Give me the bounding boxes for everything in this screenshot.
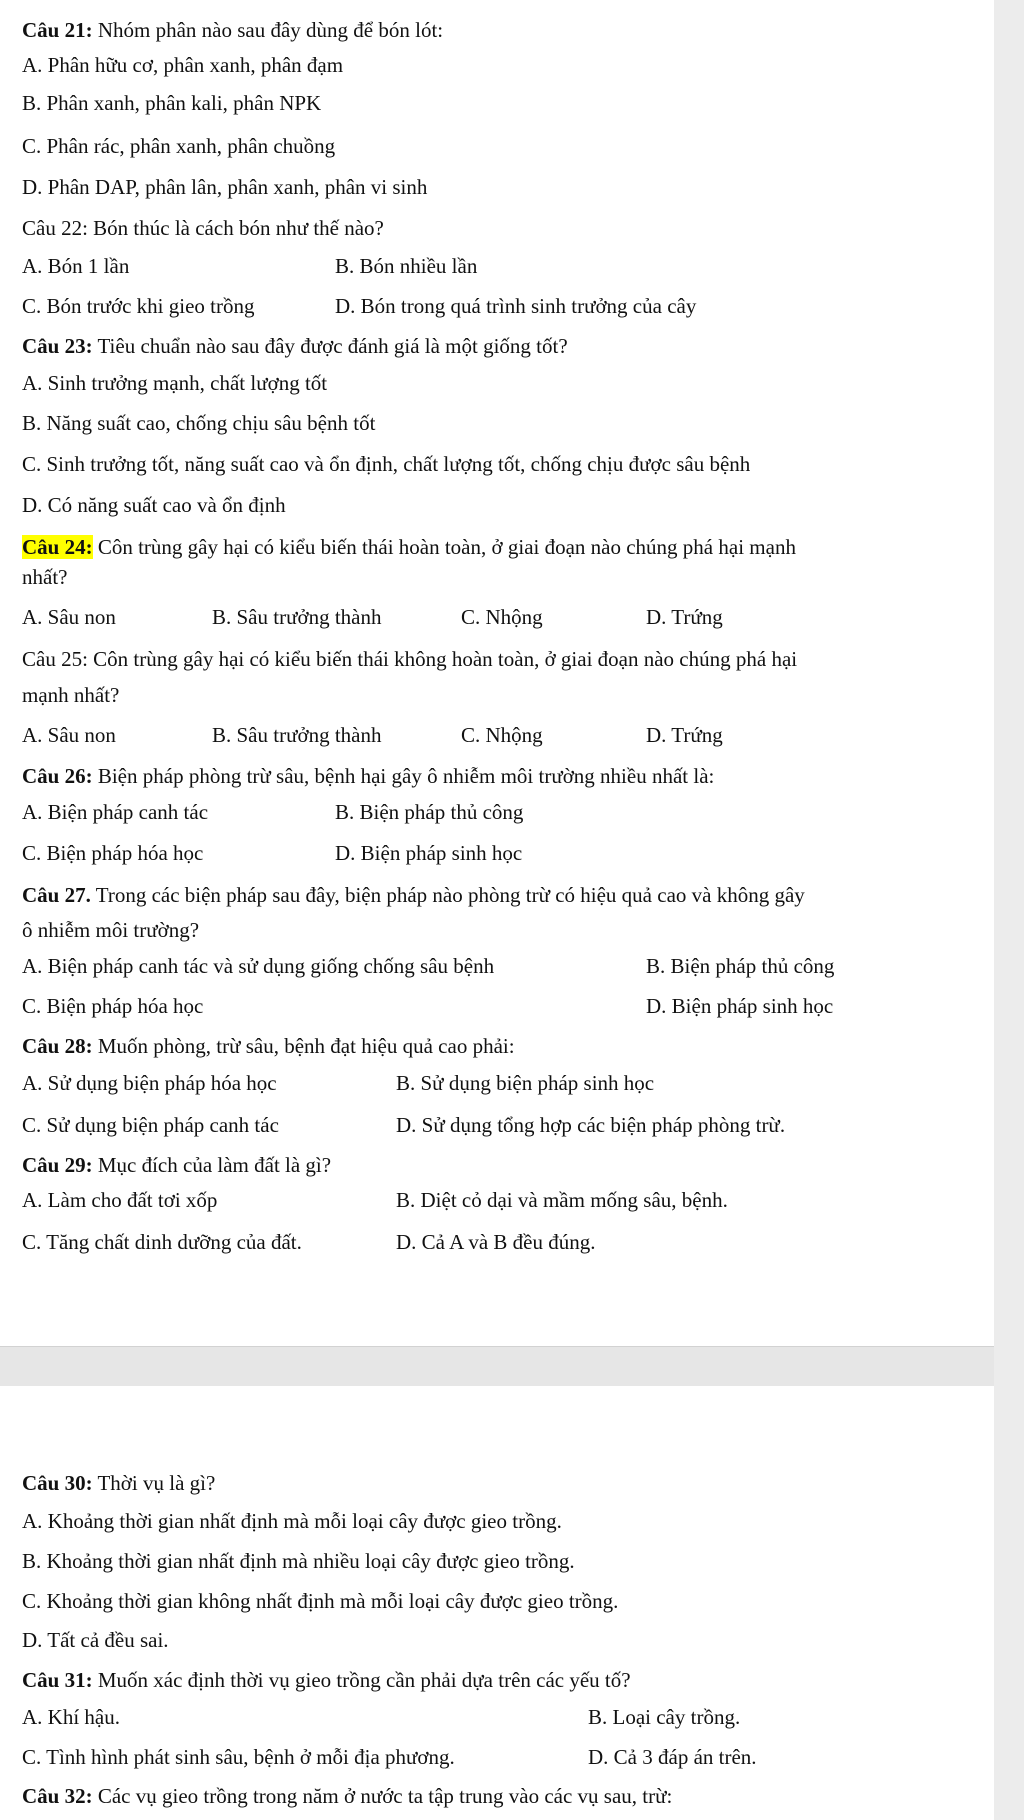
question-number: Câu 32: xyxy=(22,1784,93,1808)
question-22: Câu 22: Bón thúc là cách bón như thế nào? xyxy=(22,216,384,240)
question-text: Trong các biện pháp sau đây, biện pháp nào phòng trừ có hiệu quả cao và không gây xyxy=(90,883,805,907)
question-text: Mục đích của làm đất là gì? xyxy=(92,1153,332,1177)
option-d: D. Trứng xyxy=(646,723,723,747)
option-d: D. Có năng suất cao và ổn định xyxy=(22,493,286,517)
document-page-2 xyxy=(0,1386,994,1820)
question-number: Câu 27. xyxy=(22,883,91,907)
option-a: A. Biện pháp canh tác xyxy=(22,800,209,824)
option-d: D. Phân DAP, phân lân, phân xanh, phân vi sinh xyxy=(22,175,428,199)
question-text: Côn trùng gây hại có kiểu biến thái hoàn toàn, ở giai đoạn nào chúng phá hại mạnh xyxy=(92,535,796,559)
option-a: A. Khí hậu. xyxy=(22,1705,120,1729)
question-number: Câu 31: xyxy=(22,1668,93,1692)
option-a: A. Khoảng thời gian nhất định mà mỗi loại cây được gieo trồng. xyxy=(22,1509,562,1533)
option-d: D. Biện pháp sinh học xyxy=(646,994,834,1018)
question-31 xyxy=(22,1667,631,1693)
question-text: Thời vụ là gì? xyxy=(92,1471,216,1495)
option-d: D. Cả 3 đáp án trên. xyxy=(588,1745,757,1769)
option-b: B. Diệt cỏ dại và mầm mống sâu, bệnh. xyxy=(396,1188,728,1212)
question-25: Câu 25: Côn trùng gây hại có kiểu biến thái không hoàn toàn, ở giai đoạn nào chúng phá hại xyxy=(22,647,798,671)
option-c: C. Sử dụng biện pháp canh tác xyxy=(22,1113,279,1137)
question-27 xyxy=(22,882,805,908)
question-text: Nhóm phân nào sau đây dùng để bón lót: xyxy=(92,18,444,42)
option-a: A. Phân hữu cơ, phân xanh, phân đạm xyxy=(22,53,344,77)
option-c: C. Tăng chất dinh dưỡng của đất. xyxy=(22,1230,302,1254)
option-d: D. Cả A và B đều đúng. xyxy=(396,1230,596,1254)
question-number: Câu 23: xyxy=(22,334,93,358)
question-text: Muốn xác định thời vụ gieo trồng cần phải dựa trên các yếu tố? xyxy=(92,1668,631,1692)
question-text: Biện pháp phòng trừ sâu, bệnh hại gây ô nhiễm môi trường nhiều nhất là: xyxy=(92,764,715,788)
option-c: C. Tình hình phát sinh sâu, bệnh ở mỗi địa phương. xyxy=(22,1745,455,1769)
question-28 xyxy=(22,1033,515,1059)
question-number-highlighted: Câu 24: xyxy=(22,535,93,559)
option-b: B. Khoảng thời gian nhất định mà nhiều loại cây được gieo trồng. xyxy=(22,1549,575,1573)
option-d: D. Biện pháp sinh học xyxy=(335,841,523,865)
page-separator xyxy=(0,1346,1024,1388)
option-d: D. Tất cả đều sai. xyxy=(22,1628,169,1652)
question-number: Câu 26: xyxy=(22,764,93,788)
viewer-background-edge xyxy=(994,0,1024,1820)
option-c: C. Phân rác, phân xanh, phân chuồng xyxy=(22,134,336,158)
option-a: A. Bón 1 lần xyxy=(22,254,130,278)
option-d: D. Sử dụng tổng hợp các biện pháp phòng trừ. xyxy=(396,1113,786,1137)
option-b: B. Sâu trưởng thành xyxy=(212,723,382,747)
option-a: A. Sâu non xyxy=(22,723,116,747)
option-d: D. Bón trong quá trình sinh trưởng của cây xyxy=(335,294,697,318)
option-c: C. Biện pháp hóa học xyxy=(22,841,204,865)
option-c: C. Khoảng thời gian không nhất định mà mỗi loại cây được gieo trồng. xyxy=(22,1589,619,1613)
option-a: A. Biện pháp canh tác và sử dụng giống chống sâu bệnh xyxy=(22,954,495,978)
option-a: A. Sâu non xyxy=(22,605,116,629)
option-b: B. Năng suất cao, chống chịu sâu bệnh tốt xyxy=(22,411,376,435)
option-d: D. Trứng xyxy=(646,605,723,629)
option-b: B. Sâu trưởng thành xyxy=(212,605,382,629)
option-b: B. Loại cây trồng. xyxy=(588,1705,741,1729)
option-a: A. Làm cho đất tơi xốp xyxy=(22,1188,218,1212)
question-26 xyxy=(22,763,714,789)
question-32 xyxy=(22,1783,672,1809)
option-c: C. Bón trước khi gieo trồng xyxy=(22,294,255,318)
question-29 xyxy=(22,1152,331,1178)
question-25-continuation: mạnh nhất? xyxy=(22,683,120,707)
question-number: Câu 29: xyxy=(22,1153,93,1177)
option-a: A. Sử dụng biện pháp hóa học xyxy=(22,1071,277,1095)
option-b: B. Phân xanh, phân kali, phân NPK xyxy=(22,91,322,115)
question-text: Muốn phòng, trừ sâu, bệnh đạt hiệu quả cao phải: xyxy=(92,1034,515,1058)
question-21 xyxy=(22,17,443,43)
question-number: Câu 30: xyxy=(22,1471,93,1495)
option-c: C. Biện pháp hóa học xyxy=(22,994,204,1018)
option-a: A. Sinh trưởng mạnh, chất lượng tốt xyxy=(22,371,328,395)
question-number: Câu 21: xyxy=(22,18,93,42)
question-text: Tiêu chuẩn nào sau đây được đánh giá là một giống tốt? xyxy=(92,334,568,358)
option-b: B. Bón nhiều lần xyxy=(335,254,478,278)
option-b: B. Biện pháp thủ công xyxy=(646,954,835,978)
question-30 xyxy=(22,1470,215,1496)
question-number: Câu 28: xyxy=(22,1034,93,1058)
question-27-continuation: ô nhiễm môi trường? xyxy=(22,918,200,942)
question-text: Các vụ gieo trồng trong năm ở nước ta tập trung vào các vụ sau, trừ: xyxy=(92,1784,673,1808)
option-b: B. Sử dụng biện pháp sinh học xyxy=(396,1071,655,1095)
question-23 xyxy=(22,333,568,359)
option-c: C. Sinh trưởng tốt, năng suất cao và ổn định, chất lượng tốt, chống chịu được sâu bệnh xyxy=(22,452,751,476)
question-24 xyxy=(22,534,796,560)
question-24-continuation: nhất? xyxy=(22,565,68,589)
option-c: C. Nhộng xyxy=(461,605,543,629)
option-c: C. Nhộng xyxy=(461,723,543,747)
option-b: B. Biện pháp thủ công xyxy=(335,800,524,824)
